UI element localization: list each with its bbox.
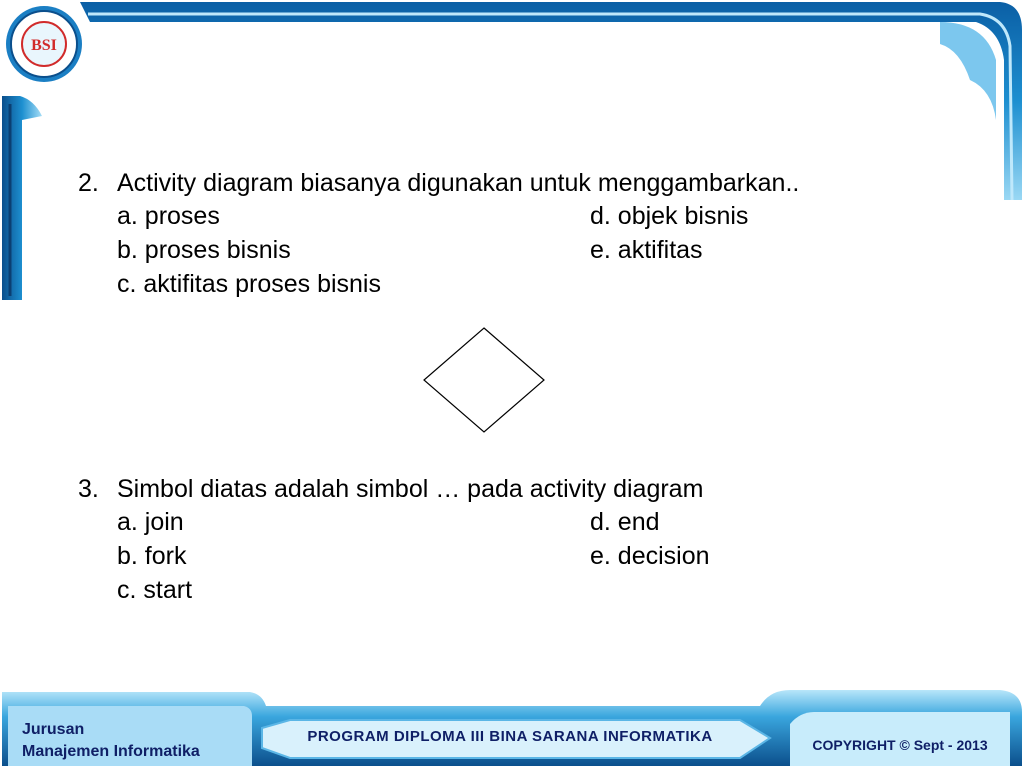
question-2-text: Activity diagram biasanya digunakan untuk menggambarkan.. xyxy=(117,169,800,197)
question-2-number: 2. xyxy=(78,169,99,197)
footer-department xyxy=(22,719,200,763)
question-2-option-c: c. aktifitas proses bisnis xyxy=(117,270,381,298)
footer-program: PROGRAM DIPLOMA III BINA SARANA INFORMATIKA xyxy=(307,728,713,745)
question-2-option-b: b. proses bisnis xyxy=(117,236,291,264)
question-2-option-e: e. aktifitas xyxy=(590,236,703,264)
footer-department-line2: Manajemen Informatika xyxy=(22,743,200,760)
question-3-option-a: a. join xyxy=(117,508,184,536)
question-3-option-e: e. decision xyxy=(590,542,710,570)
footer-copyright: COPYRIGHT © Sept - 2013 xyxy=(812,737,988,753)
question-3-text: Simbol diatas adalah simbol … pada activity diagram xyxy=(117,475,704,503)
question-3-number: 3. xyxy=(78,475,99,503)
bsi-logo-seal xyxy=(4,4,84,84)
svg-text:BSI: BSI xyxy=(31,37,57,54)
question-2-option-d: d. objek bisnis xyxy=(590,202,749,230)
question-3-option-d: d. end xyxy=(590,508,660,536)
question-3-option-c: c. start xyxy=(117,576,193,604)
footer-department-line1: Jurusan xyxy=(22,721,85,738)
decision-diamond-icon xyxy=(422,326,546,434)
question-3-option-b: b. fork xyxy=(117,542,187,570)
question-2-option-a: a. proses xyxy=(117,202,220,230)
